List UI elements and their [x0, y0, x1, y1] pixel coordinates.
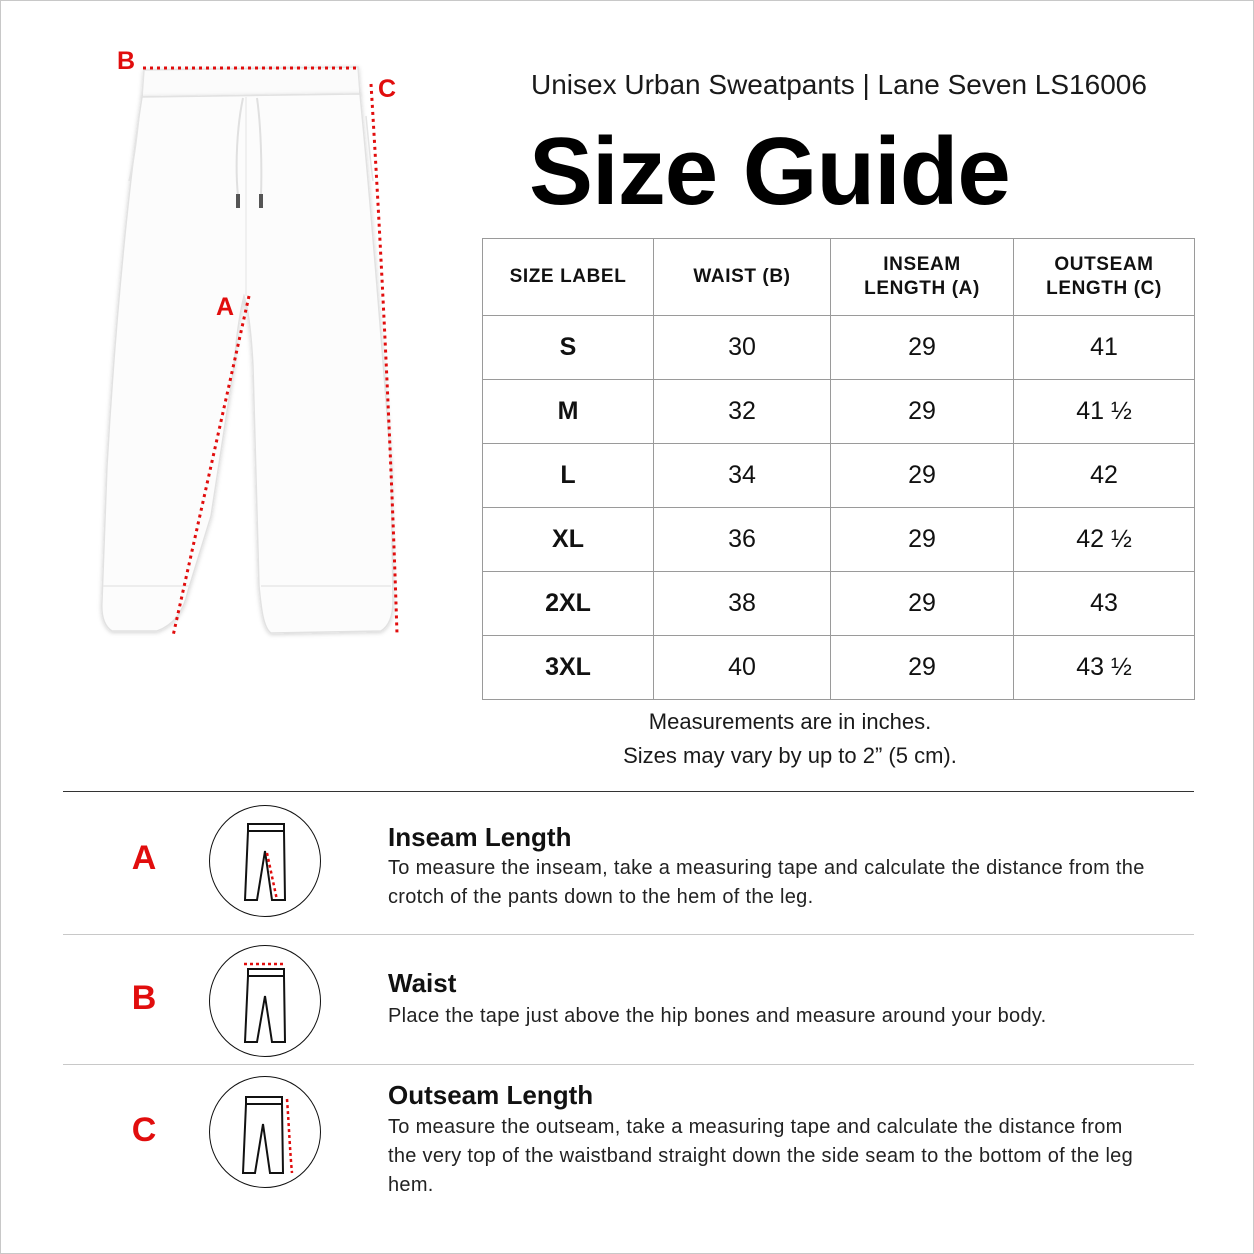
waist-cell: 38 [654, 572, 831, 636]
pants-inseam-icon [209, 805, 321, 917]
measure-letter-a: A [131, 839, 157, 877]
size-cell: M [483, 380, 654, 444]
table-row [483, 508, 1195, 572]
measure-heading-b: Waist [388, 968, 457, 998]
header-outseam: OUTSEAM LENGTH (C) [1014, 239, 1195, 316]
product-subtitle: Unisex Urban Sweatpants | Lane Seven LS16006 [531, 69, 1147, 100]
size-cell: XL [483, 508, 654, 572]
row-divider [63, 934, 1194, 935]
table-row [483, 380, 1195, 444]
guide-label-b: B [117, 47, 136, 75]
size-cell: S [483, 316, 654, 380]
variance-note: Sizes may vary by up to 2” (5 cm). [623, 743, 957, 768]
measure-heading-a: Inseam Length [388, 822, 572, 852]
waist-cell: 34 [654, 444, 831, 508]
inseam-cell: 29 [831, 316, 1014, 380]
table-header-row [483, 239, 1195, 316]
header-size-label: SIZE LABEL [483, 239, 654, 316]
table-row [483, 316, 1195, 380]
sweatpants-illustration [91, 46, 421, 646]
size-cell: 3XL [483, 636, 654, 700]
outseam-cell: 41 [1014, 316, 1195, 380]
measure-letter-b: B [131, 979, 157, 1017]
inseam-cell: 29 [831, 380, 1014, 444]
units-note: Measurements are in inches. [648, 709, 932, 734]
inseam-cell: 29 [831, 636, 1014, 700]
section-divider [63, 791, 1194, 792]
guide-label-a: A [216, 293, 235, 321]
outseam-cell: 43 [1014, 572, 1195, 636]
size-table [482, 238, 1195, 700]
measure-text-c: To measure the outseam, take a measuring tape and calculate the distance from the very top of the waistband straight down the side seam to the bottom of the leg hem. [388, 1116, 1134, 1196]
outseam-cell: 41 ½ [1014, 380, 1195, 444]
header-inseam: INSEAM LENGTH (A) [831, 239, 1014, 316]
page-title: Size Guide [529, 118, 1010, 225]
measure-letter-c: C [131, 1111, 157, 1149]
pants-waist-icon [209, 945, 321, 1057]
table-row [483, 572, 1195, 636]
measure-heading-c: Outseam Length [388, 1080, 594, 1110]
row-divider [63, 1064, 1194, 1065]
waist-cell: 36 [654, 508, 831, 572]
inseam-cell: 29 [831, 508, 1014, 572]
waist-cell: 32 [654, 380, 831, 444]
size-cell: L [483, 444, 654, 508]
pants-outseam-icon [209, 1076, 321, 1188]
outseam-cell: 43 ½ [1014, 636, 1195, 700]
measure-text-a: To measure the inseam, take a measuring tape and calculate the distance from the crotch of the pants down to the hem of the leg. [388, 857, 1145, 908]
guide-label-c: C [378, 75, 397, 103]
inseam-cell: 29 [831, 444, 1014, 508]
table-row [483, 444, 1195, 508]
header-waist: WAIST (B) [654, 239, 831, 316]
measure-text-b: Place the tape just above the hip bones and measure around your body. [388, 1005, 1047, 1027]
inseam-cell: 29 [831, 572, 1014, 636]
outseam-cell: 42 ½ [1014, 508, 1195, 572]
outseam-cell: 42 [1014, 444, 1195, 508]
waist-cell: 30 [654, 316, 831, 380]
waist-cell: 40 [654, 636, 831, 700]
size-cell: 2XL [483, 572, 654, 636]
table-row [483, 636, 1195, 700]
